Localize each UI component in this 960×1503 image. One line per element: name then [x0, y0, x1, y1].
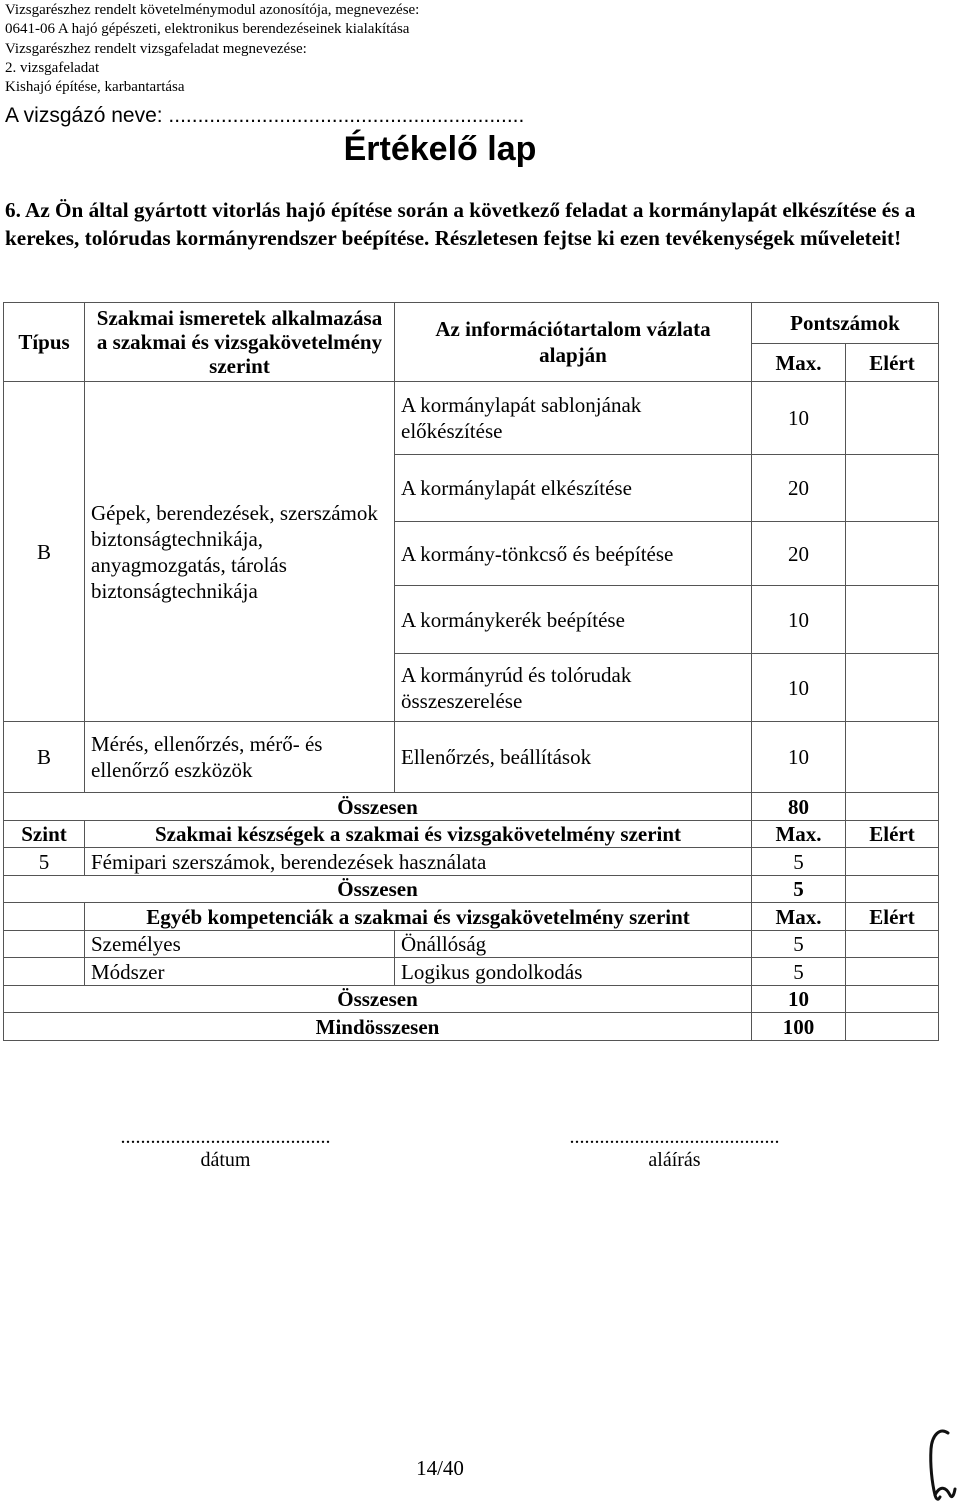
row-item: A kormányrúd és tolórudak összeszerelése [395, 654, 752, 722]
date-label: dátum [200, 1149, 251, 1171]
other-header-label: Egyéb kompetenciák a szakmai és vizsgakövetelmény szerint [85, 903, 752, 931]
group2-knowledge: Mérés, ellenőrzés, mérő- és ellenőrző eszközök [85, 722, 395, 793]
task-description: 6. Az Ön által gyártott vitorlás hajó építése során a következő feladat a kormánylapát elkészítése és a kerekes, tolórudas kormányrendszer beépítése. Részletesen fejtse ki ezen tevékenységek műveleteit! [5, 198, 916, 250]
skills-level-header: Szint [4, 821, 85, 848]
header-knowledge: Szakmai ismeretek alkalmazása a szakmai és vizsgakövetelmény szerint [85, 303, 395, 382]
other-achieved [846, 958, 939, 986]
sum-row [4, 876, 939, 903]
document-header [5, 1, 419, 97]
other-max: 5 [752, 958, 846, 986]
sum-label: Összesen [4, 986, 752, 1013]
date-signature-block [88, 1126, 363, 1172]
header-points: Pontszámok [752, 303, 939, 344]
date-dots: .......................................... [120, 1126, 331, 1148]
table-header-row [4, 303, 939, 344]
other-competence: Logikus gondolkodás [395, 958, 752, 986]
row-max: 20 [752, 455, 846, 522]
page-title-text: Értékelő lap [343, 130, 537, 168]
header-achieved: Elért [846, 344, 939, 382]
header-line: Vizsgarészhez rendelt vizsgafeladat megnevezése: [5, 40, 307, 57]
row-item: A kormánylapát elkészítése [395, 455, 752, 522]
other-competence: Önállóság [395, 931, 752, 958]
sum-achieved [846, 793, 939, 821]
grand-total-row [4, 1013, 939, 1041]
candidate-name-field: A vizsgázó neve: ............................................................. [5, 104, 525, 127]
row-max: 10 [752, 654, 846, 722]
row-achieved [846, 586, 939, 654]
sum-value: 10 [752, 986, 846, 1013]
header-line: 2. vizsgafeladat [5, 59, 100, 76]
page-title [0, 130, 880, 169]
row-item: Ellenőrzés, beállítások [395, 722, 752, 793]
skills-level: 5 [4, 848, 85, 876]
grand-total-label: Mindösszesen [4, 1013, 752, 1041]
handwritten-mark-icon [918, 1425, 958, 1503]
other-empty [4, 958, 85, 986]
sum-row [4, 986, 939, 1013]
sum-achieved [846, 876, 939, 903]
grand-total-value: 100 [752, 1013, 846, 1041]
table-row [4, 382, 939, 455]
other-row [4, 931, 939, 958]
row-item: A kormánykerék beépítése [395, 586, 752, 654]
header-type: Típus [4, 303, 85, 382]
skills-label: Fémipari szerszámok, berendezések használata [85, 848, 752, 876]
other-row [4, 958, 939, 986]
group2-type: B [4, 722, 85, 793]
other-empty [4, 931, 85, 958]
row-achieved [846, 382, 939, 455]
row-max: 20 [752, 522, 846, 586]
sum-value: 5 [752, 876, 846, 903]
row-achieved [846, 654, 939, 722]
page-number: 14/40 [416, 1456, 464, 1480]
skills-header-row [4, 821, 939, 848]
row-item: A kormány-tönkcső és beépítése [395, 522, 752, 586]
row-max: 10 [752, 382, 846, 455]
other-header-empty [4, 903, 85, 931]
evaluation-table [3, 302, 939, 1041]
skills-header-label: Szakmai készségek a szakmai és vizsgakövetelmény szerint [85, 821, 752, 848]
skills-max: 5 [752, 848, 846, 876]
sum-row [4, 793, 939, 821]
sum-label: Összesen [4, 876, 752, 903]
sum-value: 80 [752, 793, 846, 821]
table-row [4, 722, 939, 793]
skills-achieved [846, 848, 939, 876]
grand-total-achieved [846, 1013, 939, 1041]
sum-label: Összesen [4, 793, 752, 821]
other-category: Személyes [85, 931, 395, 958]
signature-dots: .......................................... [569, 1126, 780, 1148]
row-item: A kormánylapát sablonjának előkészítése [395, 382, 752, 455]
row-achieved [846, 522, 939, 586]
other-category: Módszer [85, 958, 395, 986]
row-achieved [846, 722, 939, 793]
header-line: 0641-06 A hajó gépészeti, elektronikus berendezéseinek kialakítása [5, 21, 410, 38]
group1-type: B [4, 382, 85, 722]
row-max: 10 [752, 722, 846, 793]
other-max: 5 [752, 931, 846, 958]
other-max-header: Max. [752, 903, 846, 931]
skills-max-header: Max. [752, 821, 846, 848]
sum-achieved [846, 986, 939, 1013]
row-max: 10 [752, 586, 846, 654]
skills-achieved-header: Elért [846, 821, 939, 848]
signature-block [537, 1126, 812, 1172]
skills-row [4, 848, 939, 876]
other-achieved-header: Elért [846, 903, 939, 931]
signature-label: aláírás [648, 1149, 701, 1171]
other-header-row [4, 903, 939, 931]
other-achieved [846, 931, 939, 958]
header-max: Max. [752, 344, 846, 382]
header-line: Kishajó építése, karbantartása [5, 79, 185, 96]
header-line: Vizsgarészhez rendelt követelménymodul azonosítója, megnevezése: [5, 2, 420, 18]
header-info: Az információtartalom vázlata alapján [395, 303, 752, 382]
row-achieved [846, 455, 939, 522]
group1-knowledge: Gépek, berendezések, szerszámok biztonságtechnikája, anyagmozgatás, tárolás biztonságtechnikája [85, 382, 395, 722]
